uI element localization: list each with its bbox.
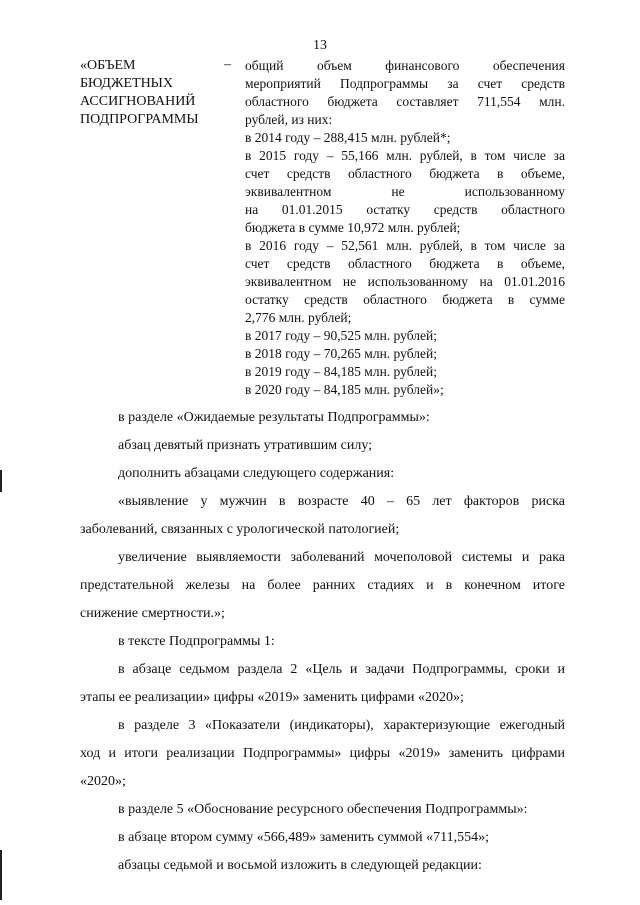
passport-title-line: «ОБЪЕМ (80, 58, 136, 73)
passport-row-content (245, 57, 565, 399)
paragraph: в разделе 3 «Показатели (индикаторы), характеризующие ежегодный (118, 718, 565, 733)
paragraph: абзац девятый признать утратившим силу; (118, 438, 373, 453)
paragraph: этапы ее реализации» цифры «2019» заменить цифрами «2020»; (80, 690, 464, 705)
content-line: эквивалентном не использованному (245, 184, 565, 199)
scan-edge-mark (0, 470, 2, 492)
passport-title-line: АССИГНОВАНИЙ (80, 94, 196, 109)
paragraph: в тексте Подпрограммы 1: (118, 634, 275, 649)
content-line: счет средств областного бюджета в объеме, (245, 256, 565, 271)
content-line: остатку средств областного бюджета в сумме (245, 292, 565, 307)
content-line: счет средств областного бюджета в объеме, (245, 166, 565, 181)
paragraph: снижение смертности.»; (80, 606, 225, 621)
paragraph: в абзаце втором сумму «566,489» заменить суммой «711,554»; (118, 830, 489, 845)
content-line: в 2018 году – 70,265 млн. рублей; (245, 346, 437, 361)
paragraph: дополнить абзацами следующего содержания: (118, 466, 395, 481)
content-line: общий объем финансового обеспечения (245, 58, 565, 73)
page-number: 13 (313, 38, 327, 53)
content-line: мероприятий Подпрограммы за счет средств (245, 76, 565, 91)
paragraph: в абзаце седьмом раздела 2 «Цель и задачи Подпрограммы, сроки и (118, 662, 565, 677)
content-line: в 2020 году – 84,185 млн. рублей»; (245, 382, 444, 397)
paragraph: «выявление у мужчин в возрасте 40 – 65 лет факторов риска (118, 494, 565, 509)
content-line: в 2016 году – 52,561 млн. рублей, в том числе за (245, 238, 565, 253)
passport-title-line: БЮДЖЕТНЫХ (80, 76, 174, 91)
content-line: в 2019 году – 84,185 млн. рублей; (245, 364, 437, 379)
paragraph: «2020»; (80, 774, 126, 789)
paragraph: заболеваний, связанных с урологической патологией; (80, 522, 400, 537)
content-line: эквивалентном не использованному на 01.01.2016 (245, 274, 565, 289)
paragraph: увеличение выявляемости заболеваний мочеполовой системы и рака (118, 550, 565, 565)
content-line: 2,776 млн. рублей; (245, 310, 352, 325)
content-line: рублей, из них: (245, 112, 333, 127)
paragraph: в разделе «Ожидаемые результаты Подпрограммы»: (118, 410, 430, 425)
passport-dash: – (224, 57, 231, 72)
passport-row-title (80, 57, 199, 129)
content-line: в 2017 году – 90,525 млн. рублей; (245, 328, 437, 343)
content-line: областного бюджета составляет 711,554 млн. (245, 94, 565, 109)
paragraph: в разделе 5 «Обоснование ресурсного обеспечения Подпрограммы»: (118, 802, 528, 817)
passport-title-line: ПОДПРОГРАММЫ (80, 112, 199, 127)
content-line: на 01.01.2015 остатку средств областного (245, 202, 565, 217)
content-line: в 2015 году – 55,166 млн. рублей, в том числе за (245, 148, 565, 163)
paragraph: ход и итоги реализации Подпрограммы» цифры «2019» заменить цифрами (80, 746, 565, 761)
paragraph: предстательной железы на более ранних стадиях и в конечном итоге (80, 578, 565, 593)
scan-edge-mark (0, 850, 2, 900)
paragraph: абзацы седьмой и восьмой изложить в следующей редакции: (118, 858, 482, 873)
content-line: в 2014 году – 288,415 млн. рублей*; (245, 130, 451, 145)
content-line: бюджета в сумме 10,972 млн. рублей; (245, 220, 461, 235)
